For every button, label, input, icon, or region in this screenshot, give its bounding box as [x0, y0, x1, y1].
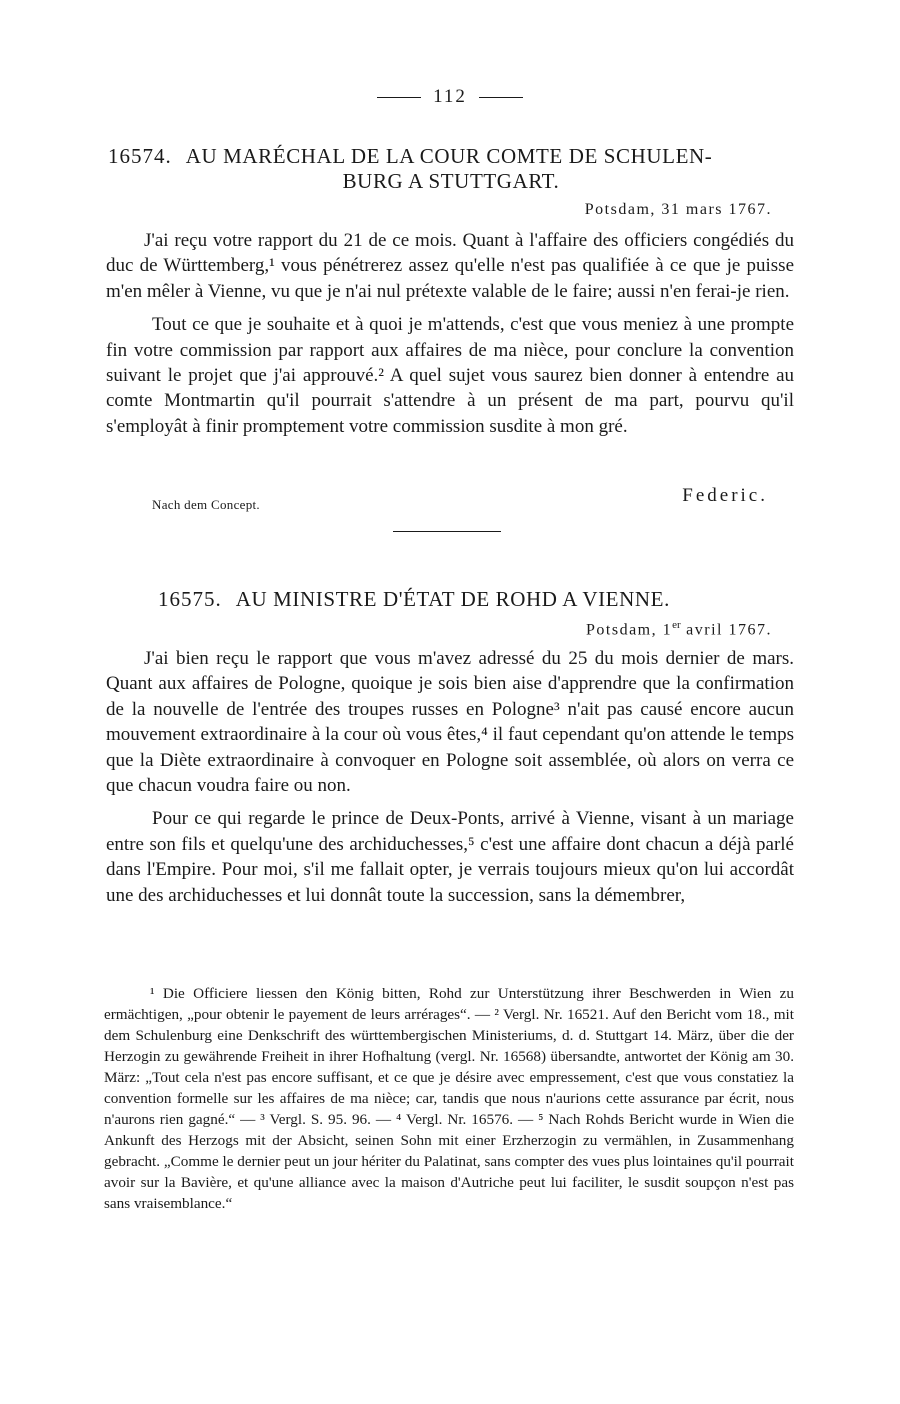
heading-line-2: BURG A STUTTGART.	[342, 169, 560, 193]
section-divider	[393, 531, 501, 532]
paragraph: Pour ce qui regarde le prince de Deux-Ponts, arrivé à Vienne, visant à un mariage entre son fils et quelqu'une des archiduchesses,⁵ c'est une affaire dont chacun a déjà parlé dans l'Empire. Pour moi, s'il me fallait opter, je verrais toujours mieux qu'on lui accordât une des archiduchesses et lui donnât toute la succession, sans la démembrer,	[106, 808, 794, 906]
page-number: 112	[433, 86, 467, 107]
paragraph: J'ai bien reçu le rapport que vous m'avez adressé du 25 du mois dernier de mars. Quant aux affaires de Pologne, quoique je sois bien aise d'apprendre que la confirmation de la nouvelle de l'entrée des troupes russes en Pologne³ n'ait pas causé encore aucun mouvement extraordinaire à la cour où vous êtes,⁴ il faut cependant qu'on attende le temps que la Diète extraordinaire à convoquer en Pologne soit assemblée, où alors on verra ce que chacun voudra faire ou non.	[106, 648, 794, 797]
heading-line-1: AU MINISTRE D'ÉTAT DE ROHD A VIENNE.	[235, 587, 670, 611]
source-note: Nach dem Concept.	[152, 497, 260, 512]
header-dash-right	[479, 97, 523, 98]
letter-number: 16575.	[158, 587, 222, 611]
date-superscript: er	[672, 619, 681, 631]
signature: Federic.	[682, 485, 768, 506]
letter-number: 16574.	[108, 144, 172, 168]
date-prefix: Potsdam, 1	[586, 621, 673, 639]
letter-heading	[108, 144, 794, 194]
page-header	[0, 86, 900, 108]
letter-heading	[158, 587, 794, 612]
footnotes	[104, 983, 794, 1214]
heading-line-1: AU MARÉCHAL DE LA COUR COMTE DE SCHULEN-	[185, 144, 713, 168]
paragraph: Tout ce que je souhaite et à quoi je m'attends, c'est que vous meniez à une prompte fin votre commission par rapport aux affaires de ma nièce, pour conclure la convention suivant le projet que j'ai approuvé.² A quel sujet vous saurez bien donner à entendre au comte Montmartin qu'il pourrait s'attendre à un présent de ma part, pourvu qu'il s'employât à finir promptement votre commission susdite à mon gré.	[106, 314, 794, 437]
paragraph: J'ai reçu votre rapport du 21 de ce mois. Quant à l'affaire des officiers congédiés du duc de Württemberg,¹ vous pénétrerez assez qu'elle n'est pas qualifiée à ce que je puisse m'en mêler à Vienne, vu que je n'ai nul prétexte valable de le faire; aussi n'en ferai-je rien.	[106, 230, 794, 302]
footnotes-text: ¹ Die Officiere liessen den König bitten, Rohd zur Unterstützung ihrer Beschwerden in Wien zu ermächtigen, „pour obtenir le payement de leurs arrérages“. — ² Vergl. Nr. 16521. Auf den Bericht vom 18., mit dem Schulenburg eine Denkschrift des württembergischen Ministeriums, d. d. Stuttgart 14. März, über die der Herzogin zu gewährende Freiheit in ihrer Hofhaltung (vergl. Nr. 16568) übersandte, antwortet der König am 30. März: „Tout cela n'est pas encore suffisant, et ce que je désire avec empressement, c'est que vous constatiez la convention formelle sur les affaires de ma nièce; car, tandis que nous n'aurions cette assurance par écrit, nous n'aurons rien gagné.“ — ³ Vergl. S. 95. 96. — ⁴ Vergl. Nr. 16576. — ⁵ Nach Rohds Bericht wurde in Wien die Ankunft des Herzogs mit der Absicht, seinen Sohn mit einer Erzherzogin zu vermählen, in Zusammenhang gebracht. „Comme le dernier peut un jour hériter du Palatinat, sans compter des vues plus lointaines qu'il pourrait avoir sur la Bavière, et qu'une alliance avec la maison d'Autriche peut lui faciliter, le susdit soupçon n'est pas sans vraisemblance.“	[104, 985, 794, 1212]
date-suffix: avril 1767.	[680, 621, 772, 639]
letter-dateline	[586, 619, 772, 639]
header-dash-left	[377, 97, 421, 98]
letter-body	[106, 228, 794, 439]
letter-dateline: Potsdam, 31 mars 1767.	[584, 201, 772, 218]
letter-body	[106, 646, 794, 908]
